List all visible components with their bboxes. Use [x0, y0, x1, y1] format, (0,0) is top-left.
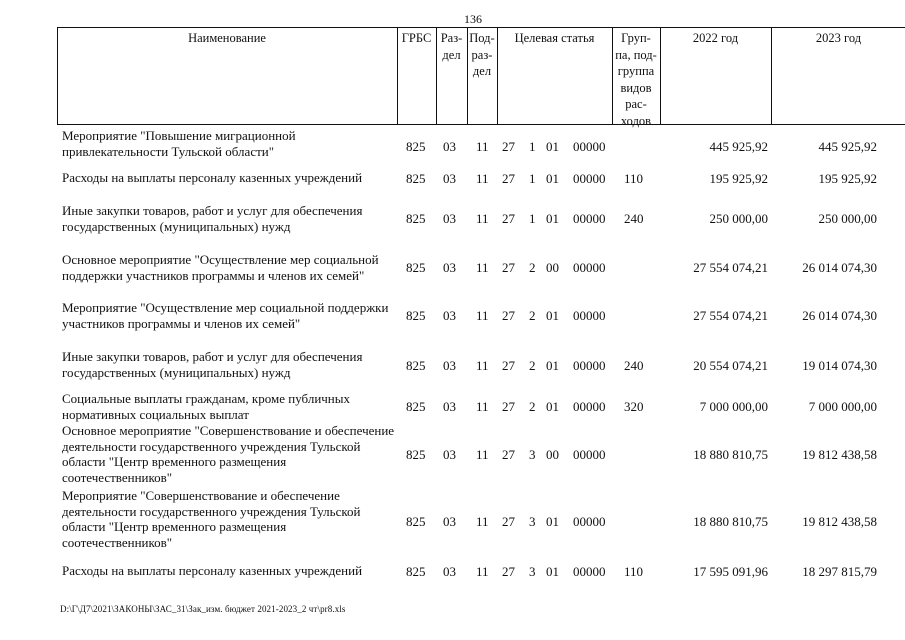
cell-target-program: 27	[502, 564, 515, 579]
cell-razdel: 03	[443, 358, 456, 373]
cell-razdel: 03	[443, 308, 456, 323]
row-name-line: соотечественников"	[62, 534, 173, 550]
cell-podrazdel: 11	[476, 447, 489, 462]
row-name-line: деятельности государственного учреждения Тульской	[62, 503, 361, 519]
cell-grbs: 825	[406, 139, 426, 154]
cell-grbs: 825	[406, 399, 426, 414]
cell-target-event: 01	[546, 564, 559, 579]
cell-razdel: 03	[443, 211, 456, 226]
cell-amount-2023: 7 000 000,00	[808, 399, 877, 414]
row-name-line: Основное мероприятие "Совершенствование и обеспечение	[62, 423, 395, 438]
cell-amount-2022: 18 880 810,75	[693, 514, 768, 529]
cell-target-program: 27	[502, 308, 515, 323]
page-number: 136	[464, 12, 482, 26]
cell-podrazdel: 11	[476, 260, 489, 275]
row-name	[62, 563, 402, 579]
cell-target-event: 01	[546, 171, 559, 186]
cell-amount-2023: 250 000,00	[818, 211, 877, 226]
row-name-line: Мероприятие "Совершенствование и обеспечение	[62, 488, 340, 503]
cell-target-program: 27	[502, 447, 515, 462]
header-group-line: рас-	[625, 97, 647, 111]
cell-expense-group: 240	[624, 211, 644, 226]
cell-podrazdel: 11	[476, 211, 489, 226]
cell-expense-group: 110	[624, 564, 644, 579]
cell-grbs: 825	[406, 308, 426, 323]
cell-target-subprogram: 3	[529, 514, 536, 529]
cell-amount-2023: 19 812 438,58	[802, 514, 877, 529]
cell-razdel: 03	[443, 399, 456, 414]
cell-target-event: 00	[546, 260, 559, 275]
row-name	[62, 252, 402, 283]
header-podrazdel	[467, 30, 497, 80]
cell-amount-2023: 18 297 815,79	[802, 564, 877, 579]
cell-target-direction: 00000	[573, 447, 606, 462]
row-name-line: Социальные выплаты гражданам, кроме публичных	[62, 391, 350, 406]
cell-podrazdel: 11	[476, 514, 489, 529]
row-name-line: соотечественников"	[62, 469, 173, 485]
row-name-line: деятельности государственного учреждения Тульской	[62, 438, 361, 454]
cell-amount-2022: 20 554 074,21	[693, 358, 768, 373]
header-group-line: группа	[617, 64, 655, 78]
cell-target-subprogram: 3	[529, 447, 536, 462]
header-name: Наименование	[188, 31, 266, 45]
row-name	[62, 391, 402, 422]
header-razdel-line: дел	[442, 47, 461, 62]
cell-target-event: 01	[546, 399, 559, 414]
cell-target-direction: 00000	[573, 564, 606, 579]
cell-target-direction: 00000	[573, 139, 606, 154]
row-name-line: Расходы на выплаты персоналу казенных учреждений	[62, 170, 363, 185]
cell-razdel: 03	[443, 447, 456, 462]
cell-grbs: 825	[406, 514, 426, 529]
cell-target-program: 27	[502, 260, 515, 275]
row-name-line: Основное мероприятие "Осуществление мер социальной	[62, 252, 379, 267]
cell-amount-2022: 18 880 810,75	[693, 447, 768, 462]
row-name-line: Иные закупки товаров, работ и услуг для обеспечения	[62, 203, 363, 218]
header-group-line: па, под-	[615, 47, 657, 62]
cell-razdel: 03	[443, 139, 456, 154]
row-name-line: поддержки участников программы и членов их семей"	[62, 267, 365, 283]
cell-amount-2022: 17 595 091,96	[693, 564, 768, 579]
cell-target-direction: 00000	[573, 514, 606, 529]
cell-razdel: 03	[443, 171, 456, 186]
row-name-line: Расходы на выплаты персоналу казенных учреждений	[62, 563, 363, 578]
cell-amount-2022: 445 925,92	[709, 139, 768, 154]
cell-amount-2022: 27 554 074,21	[693, 260, 768, 275]
cell-target-direction: 00000	[573, 171, 606, 186]
header-podrazdel-line: раз-	[471, 47, 493, 62]
header-razdel	[436, 30, 467, 63]
header-podrazdel-line: Под-	[469, 31, 495, 45]
header-year-2022: 2022 год	[692, 31, 739, 45]
cell-grbs: 825	[406, 211, 426, 226]
cell-target-subprogram: 2	[529, 260, 536, 275]
cell-target-direction: 00000	[573, 211, 606, 226]
cell-razdel: 03	[443, 514, 456, 529]
cell-expense-group: 240	[624, 358, 644, 373]
file-path-footer: D:\Г\Д7\2021\ЗАКОНЫ\ЗАС_31\Зак_изм. бюджет 2021-2023_2 чт\pr8.xls	[60, 604, 346, 614]
cell-target-direction: 00000	[573, 260, 606, 275]
row-name-line: Мероприятие "Повышение миграционной	[62, 128, 296, 143]
row-name-line: области "Центр временного размещения	[62, 454, 287, 469]
header-group-line: видов	[620, 80, 652, 95]
header-razdel-line: Раз-	[440, 31, 463, 45]
cell-target-direction: 00000	[573, 358, 606, 373]
cell-amount-2023: 26 014 074,30	[802, 308, 877, 323]
cell-podrazdel: 11	[476, 171, 489, 186]
row-name	[62, 423, 402, 485]
cell-target-event: 01	[546, 358, 559, 373]
row-name-line: нормативных социальных выплат	[62, 406, 249, 422]
cell-razdel: 03	[443, 564, 456, 579]
row-name-line: привлекательности Тульской области"	[62, 143, 275, 159]
cell-grbs: 825	[406, 447, 426, 462]
cell-amount-2023: 26 014 074,30	[802, 260, 877, 275]
cell-expense-group: 320	[624, 399, 644, 414]
cell-amount-2023: 195 925,92	[818, 171, 877, 186]
cell-target-direction: 00000	[573, 399, 606, 414]
row-name-line: Мероприятие "Осуществление мер социальной поддержки	[62, 300, 389, 315]
cell-target-event: 00	[546, 447, 559, 462]
row-name	[62, 488, 402, 550]
cell-amount-2023: 445 925,92	[818, 139, 877, 154]
header-target: Целевая статья	[514, 31, 595, 45]
cell-razdel: 03	[443, 260, 456, 275]
cell-amount-2023: 19 014 074,30	[802, 358, 877, 373]
row-name-line: государственных (муниципальных) нужд	[62, 364, 291, 380]
cell-podrazdel: 11	[476, 308, 489, 323]
cell-grbs: 825	[406, 564, 426, 579]
cell-grbs: 825	[406, 260, 426, 275]
cell-grbs: 825	[406, 171, 426, 186]
cell-target-program: 27	[502, 139, 515, 154]
row-name-line: участников программы и членов их семей"	[62, 315, 301, 331]
cell-target-program: 27	[502, 358, 515, 373]
row-name	[62, 128, 402, 159]
cell-target-subprogram: 2	[529, 358, 536, 373]
cell-target-event: 01	[546, 211, 559, 226]
cell-podrazdel: 11	[476, 564, 489, 579]
cell-amount-2022: 195 925,92	[709, 171, 768, 186]
row-name	[62, 203, 402, 234]
cell-target-subprogram: 1	[529, 211, 536, 226]
row-name-line: государственных (муниципальных) нужд	[62, 218, 291, 234]
cell-target-event: 01	[546, 139, 559, 154]
row-name	[62, 349, 402, 380]
header-group-line: Груп-	[621, 31, 651, 45]
cell-podrazdel: 11	[476, 139, 489, 154]
header-podrazdel-line: дел	[472, 64, 492, 78]
cell-target-program: 27	[502, 399, 515, 414]
cell-target-event: 01	[546, 308, 559, 323]
cell-amount-2022: 250 000,00	[709, 211, 768, 226]
cell-expense-group: 110	[624, 171, 644, 186]
cell-podrazdel: 11	[476, 399, 489, 414]
header-group	[612, 30, 660, 129]
cell-target-direction: 00000	[573, 308, 606, 323]
cell-target-program: 27	[502, 211, 515, 226]
cell-target-subprogram: 1	[529, 171, 536, 186]
cell-amount-2022: 27 554 074,21	[693, 308, 768, 323]
cell-target-program: 27	[502, 514, 515, 529]
cell-grbs: 825	[406, 358, 426, 373]
row-name	[62, 300, 402, 331]
cell-target-subprogram: 1	[529, 139, 536, 154]
cell-target-program: 27	[502, 171, 515, 186]
cell-amount-2023: 19 812 438,58	[802, 447, 877, 462]
row-name-line: области "Центр временного размещения	[62, 519, 287, 534]
header-year-2023: 2023 год	[815, 31, 862, 45]
header-grbs: ГРБС	[401, 31, 432, 45]
cell-amount-2022: 7 000 000,00	[699, 399, 768, 414]
cell-target-subprogram: 2	[529, 399, 536, 414]
cell-podrazdel: 11	[476, 358, 489, 373]
row-name-line: Иные закупки товаров, работ и услуг для обеспечения	[62, 349, 363, 364]
cell-target-subprogram: 2	[529, 308, 536, 323]
cell-target-subprogram: 3	[529, 564, 536, 579]
row-name	[62, 170, 402, 186]
header-group-line: ходов	[620, 113, 652, 128]
cell-target-event: 01	[546, 514, 559, 529]
